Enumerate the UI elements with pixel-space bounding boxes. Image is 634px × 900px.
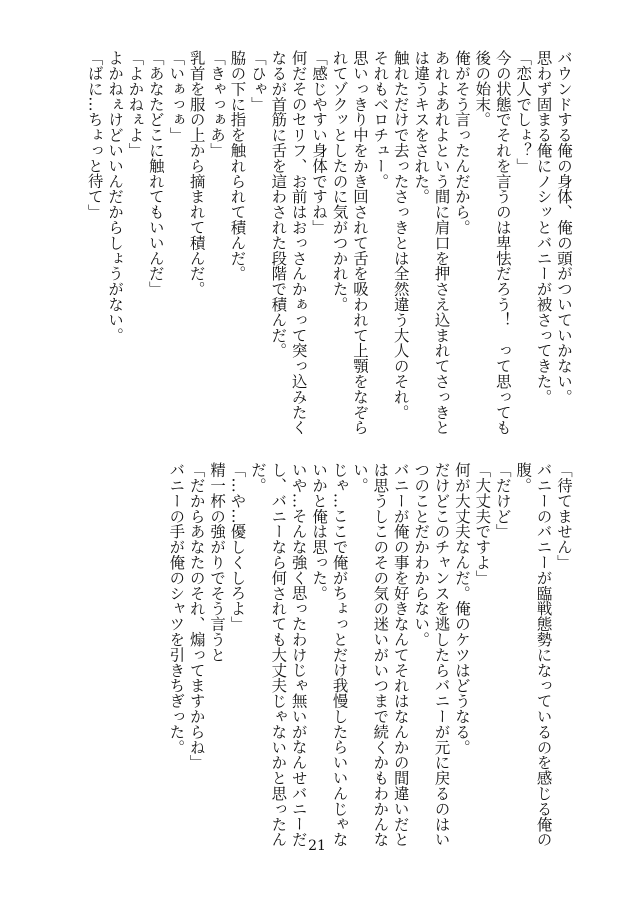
text-line: 腹。 bbox=[514, 462, 533, 493]
text-line: 「大丈夫ですよ」 bbox=[473, 462, 492, 586]
text-line: じゃ…ここで俺がちょっとだけ我慢したらいいんじゃな bbox=[330, 462, 349, 847]
text-line: よかねぇけどいいんだからしょうがない。 bbox=[106, 50, 125, 343]
text-line: それもベロチュー。 bbox=[371, 50, 390, 189]
text-line: いかと俺は思った。 bbox=[310, 462, 329, 601]
text-line: 「…や…優しくしろよ」 bbox=[228, 462, 247, 632]
text-line: 何だそのセリフ、お前はおっさんかぁって突っ込みたく bbox=[289, 50, 308, 435]
text-line: 「だけど」 bbox=[493, 462, 512, 539]
page-number: 21 bbox=[308, 838, 326, 854]
text-line: バウンドする俺の身体、俺の頭がついていかない。 bbox=[555, 50, 573, 405]
text-line: いや…そんな強く思ったわけじゃ無いがなんせバニーだ bbox=[289, 462, 308, 847]
text-line: 「いぁっぁ」 bbox=[167, 50, 186, 143]
text-line: 「ひゃ」 bbox=[248, 50, 267, 112]
text-line: い。 bbox=[350, 462, 369, 493]
text-line: 触れただけで去ったさっきとは全然違う大人のそれ。 bbox=[391, 50, 410, 420]
text-line: 「恋人でしょ？」 bbox=[514, 50, 533, 174]
text-line: 「よかねぇよ」 bbox=[126, 50, 145, 158]
text-line: バニーが俺の事を好きなんてそれはなんかの間違いだと bbox=[391, 462, 410, 847]
text-line: 乳首を服の上から摘まれて積んだ。 bbox=[187, 50, 206, 297]
text-line: は思うしこのその気の迷いがいつまで続くかもわかんな bbox=[371, 462, 390, 847]
text-line: だ。 bbox=[248, 462, 267, 493]
text-line: バニーのバニーが臨戦態勢になっているのを感じる俺の bbox=[534, 462, 553, 847]
text-line: 思わず固まる俺にノシッとバニーが被さってきた。 bbox=[534, 50, 553, 405]
text-line: 俺がそう言ったんだから。 bbox=[452, 50, 471, 235]
text-line: つのことだかわからない。 bbox=[412, 462, 431, 647]
text-line: 精一杯の強がりでそう言うと bbox=[208, 462, 227, 663]
text-line: あれよあれよという間に肩口を押さえ込まれてさっきと bbox=[432, 50, 451, 435]
text-line: し、バニーなら何されても大丈夫じゃないかと思ったん bbox=[269, 462, 288, 847]
text-line: 何が大丈夫なんだ。俺のケツはどうなる。 bbox=[452, 462, 471, 755]
text-line: 思いっきり中をかき回されて舌を吸われて上顎をなぞら bbox=[350, 50, 369, 435]
text-line: 「あなたどこに触れてもいいんだ」 bbox=[146, 50, 165, 297]
text-line: 後の始末。 bbox=[473, 50, 492, 127]
text-line: 今の状態でそれを言うのは卑怯だろう！ って思っても bbox=[493, 50, 512, 435]
text-line: 脇の下に指を触れられて積んだ。 bbox=[228, 50, 247, 281]
text-line: 「だからあなたのそれ、煽ってますからね」 bbox=[187, 462, 206, 770]
text-line: 「きゃっぁあ」 bbox=[208, 50, 227, 158]
text-line: なるが首筋に舌を這わされた段階で積んだ。 bbox=[269, 50, 288, 358]
text-line: だけどこのチャンスを逃したらバニーが元に戻るのはい bbox=[432, 462, 451, 847]
text-line: は違うキスをされた。 bbox=[412, 50, 431, 204]
text-line: バニーの手が俺のシャツを引きちぎった。 bbox=[167, 462, 186, 755]
text-block-top bbox=[84, 50, 574, 435]
text-line: 「待てません」 bbox=[555, 462, 573, 570]
text-line: 「ばに…ちょっと待て」 bbox=[85, 50, 104, 220]
text-line: 「感じやすい身体ですね」 bbox=[310, 50, 329, 235]
text-line: れてゾクッとしたのに気がつかれた。 bbox=[330, 50, 349, 312]
